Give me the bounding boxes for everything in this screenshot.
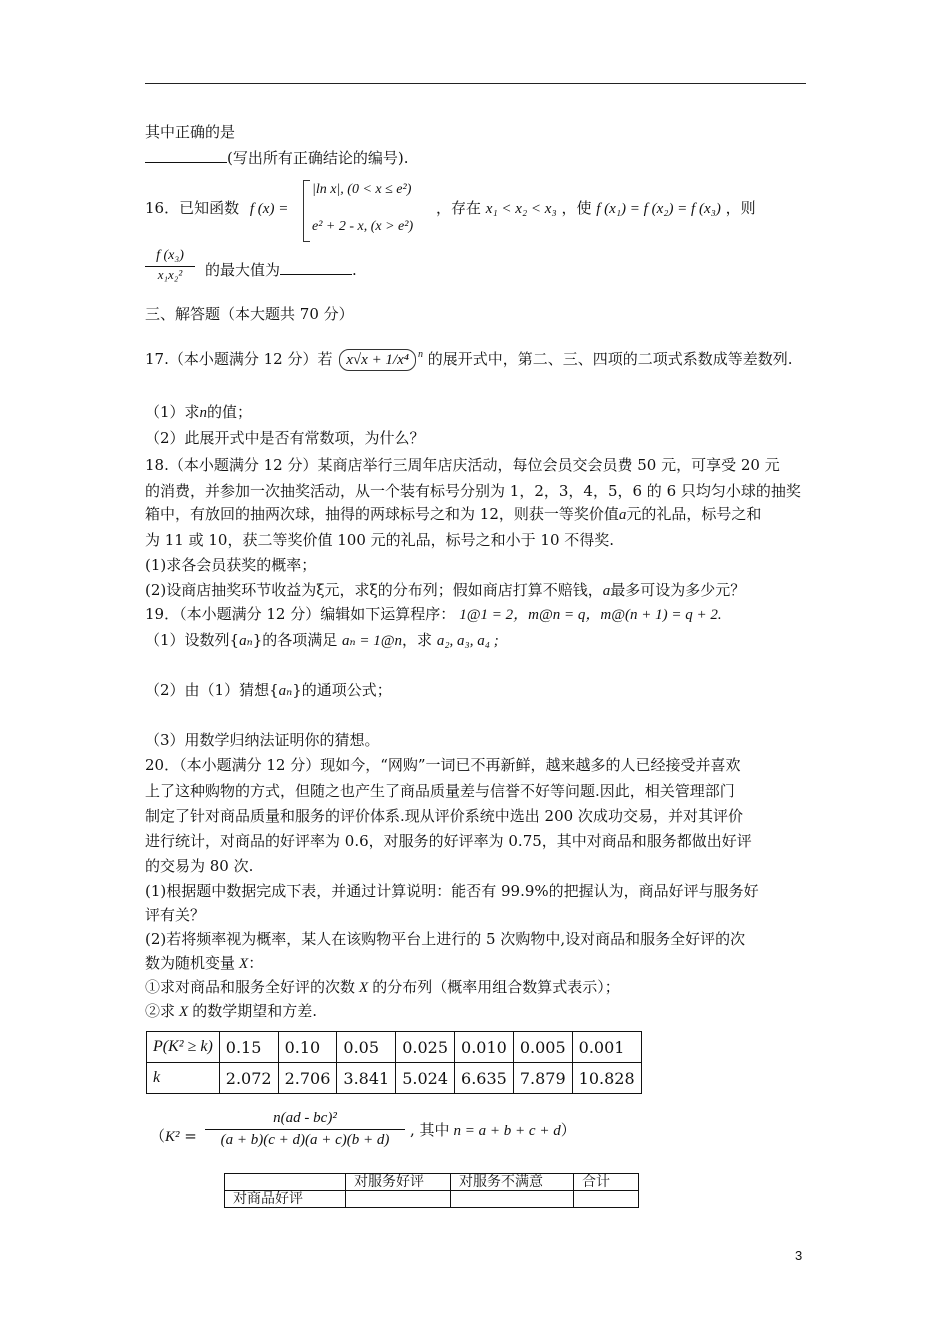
table-cell[interactable] <box>346 1191 451 1208</box>
critical-value-table <box>146 1031 642 1094</box>
answer-blank[interactable] <box>280 260 352 275</box>
q16-fx: f (x) = <box>249 201 289 217</box>
table-cell: 2.072 <box>219 1063 278 1094</box>
table-cell: 6.635 <box>455 1063 514 1094</box>
q16-text: 16．已知函数 <box>145 199 240 217</box>
table-cell: 0.025 <box>396 1032 455 1063</box>
q18-line: 箱中，有放回的抽两次球，抽得的两球标号之和为 12，则获一等奖价值a元的礼品，标号之和 <box>145 505 762 523</box>
q20-part2: (2)若将频率视为概率，某人在该购物平台上进行的 5 次购物中,设对商品和服务全好评的次 <box>145 930 746 948</box>
table-cell: 10.828 <box>572 1063 641 1094</box>
table-cell[interactable] <box>451 1191 574 1208</box>
q20-sub2: ②求 X 的数学期望和方差. <box>145 1002 317 1020</box>
formula-right: , 其中 n = a + b + c + d） <box>410 1121 576 1139</box>
table-cell: P(K² ≥ k) <box>147 1032 220 1063</box>
q20-line: 上了这种购物的方式，但随之也产生了商品质量差与信誉不好等问题.因此，相关管理部门 <box>145 782 735 800</box>
q16-tail: 的最大值为 . <box>205 261 357 279</box>
q19-line: 19．（本小题满分 12 分）编辑如下运算程序： 1@1 = 2，m@n = q，m@(n + 1) = q + 2. <box>145 605 722 623</box>
answer-blank[interactable] <box>145 148 227 163</box>
table-cell: 合计 <box>574 1174 639 1191</box>
table-cell: k <box>147 1063 220 1094</box>
table-cell: 对服务不满意 <box>451 1174 574 1191</box>
section-title: 三、解答题（本大题共 70 分） <box>145 305 354 323</box>
q17-line: 17.（本小题满分 12 分）若 x√x + 1/x⁴ $^n$ 的展开式中，第二、三、四项的二项式系数成等差数列. <box>145 345 793 371</box>
table-cell: 0.005 <box>513 1032 572 1063</box>
table-row <box>147 1032 642 1063</box>
table-cell: 2.706 <box>278 1063 337 1094</box>
table-cell: 3.841 <box>337 1063 396 1094</box>
table-cell: 7.879 <box>513 1063 572 1094</box>
table-row <box>225 1174 639 1191</box>
table-cell: 对商品好评 <box>225 1191 346 1208</box>
q16-fraction: $\frac{\text{f (x₃)}}{\text{x₁x₂²}}$ <box>145 248 195 283</box>
q16-line <box>145 198 288 219</box>
q16-line-rest: ，存在 x₁ < x₂ < x₃ ，使 f (x₁) = f (x₂) = f (x₃) ，则 <box>436 199 756 217</box>
table-cell: 0.15 <box>219 1032 278 1063</box>
q18-part2: (2)设商店抽奖环节收益为ξ元，求ξ的分布列；假如商店打算不赔钱，a最多可设为多少元？ <box>145 581 746 599</box>
q20-part1: (1)根据题中数据完成下表，并通过计算说明：能否有 99.9%的把握认为，商品好评与服务好 <box>145 882 759 900</box>
piece-2: e² + 2 - x, (x > e²) <box>312 219 414 234</box>
table-cell <box>225 1174 346 1191</box>
q20-line: 20．（本小题满分 12 分）现如今，“网购”一词已不再新鲜，越来越多的人已经接受并喜欢 <box>145 756 741 774</box>
q17-part2: （2）此展开式中是否有常数项，为什么？ <box>145 429 425 447</box>
q17-part1: （1）求n的值； <box>145 403 253 421</box>
q18-line: 18.（本小题满分 12 分）某商店举行三周年店庆活动，每位会员交会员费 50 元，可享受 20 元 <box>145 456 780 474</box>
q20-sub1: ①求对商品和服务全好评的次数 X 的分布列（概率用组合数算式表示）； <box>145 978 620 996</box>
table-cell: 0.10 <box>278 1032 337 1063</box>
q19-part1: （1）设数列{aₙ}的各项满足 aₙ = 1@n，求 a₂, a₃, a₄ ; <box>145 631 499 649</box>
q17-expression: x√x + 1/x⁴ <box>339 349 416 371</box>
q20-line: 制定了针对商品质量和服务的评价体系.现从评价系统中选出 200 次成功交易，并对其评价 <box>145 807 743 825</box>
text-line: 其中正确的是 <box>145 123 236 141</box>
page-number: 3 <box>795 1248 803 1263</box>
q20-line: 评有关？ <box>145 906 206 924</box>
q16-eq: f (x₁) = f (x₂) = f (x₃) <box>596 201 721 217</box>
q18-line: 为 11 或 10，获二等奖价值 100 元的礼品，标号之和小于 10 不得奖. <box>145 531 615 549</box>
formula-left: （K² = <box>150 1127 197 1145</box>
table-row <box>147 1063 642 1094</box>
answer-line-15 <box>145 148 408 168</box>
q19-part2: （2）由（1）猜想{aₙ}的通项公式； <box>145 681 392 699</box>
q20-line: 进行统计，对商品的好评率为 0.6，对服务的好评率为 0.75，其中对商品和服务都做出好评 <box>145 832 752 850</box>
table-cell: 对服务好评 <box>346 1174 451 1191</box>
text-line: (写出所有正确结论的编号). <box>227 149 409 167</box>
piece-1: |ln x|, (0 < x ≤ e²) <box>312 182 412 197</box>
table-cell: 5.024 <box>396 1063 455 1094</box>
q18-part1: (1)求各会员获奖的概率； <box>145 556 317 574</box>
formula-fraction: $\frac{\text{n(ad - bc)²}}{(a + b)(c + d)(a + c)(b + d)}$ <box>205 1110 405 1149</box>
q16-cond: x₁ < x₂ < x₃ <box>485 201 557 217</box>
table-row <box>225 1191 639 1208</box>
piecewise-brace <box>303 180 310 242</box>
table-cell: 0.010 <box>455 1032 514 1063</box>
table-cell: 0.05 <box>337 1032 396 1063</box>
header-rule <box>145 83 806 84</box>
q20-line: 的交易为 80 次. <box>145 857 254 875</box>
contingency-table <box>224 1173 639 1208</box>
q18-line: 的消费，并参加一次抽奖活动，从一个装有标号分别为 1，2，3，4，5，6 的 6 只均匀小球的抽奖 <box>145 482 801 500</box>
table-cell: 0.001 <box>572 1032 641 1063</box>
table-cell[interactable] <box>574 1191 639 1208</box>
q20-line: 数为随机变量 X： <box>145 954 264 972</box>
q19-part3: （3）用数学归纳法证明你的猜想。 <box>145 731 380 749</box>
